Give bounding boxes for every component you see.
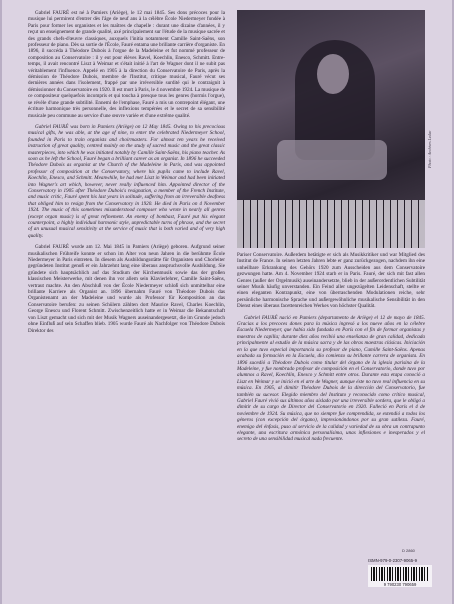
barcode-number: 9 790230 790659: [383, 582, 417, 587]
photo-hands: [277, 140, 387, 180]
composer-photo: [237, 10, 425, 248]
biography-english: Gabriel FAURÉ was born in Pamiers (Ariège) on 12 May 1845. Owing to his precocious musical gifts, he was able, at the age of nine, to enter the celebrated Niedermeyer School, founded in Paris to train organists and choirmasters. For almost ten years he received instruction of great quality, centred mainly on the study of sacred music and the great classic masterpieces, into which he was initiated notably by Camille Saint-Saëns, his piano teacher. As soon as he left the School, Fauré began a brilliant career as an organist. In 1896 he succeeded Théodore Dubois as organist at the Church of the Madeleine in Paris, and was appointed professor of composition at the Conservatory, where his pupils came to include Ravel, Koechlin, Enesco, and Schmitt. Meanwhile, he had met Liszt in Weimar and had been initiated into Wagner's art which, however, never really influenced him. Appointed director of the Conservatory in 1905 after Théodore Dubois's resignation, a member of the French Institute, and music critic, Fauré spent his last years in solitude, suffering from an irreversible deafness that obliged him to resign from the Conservatory in 1920. He died in Paris on 4 November 1924. The music of this sometimes misunderstood composer who wrote in nearly all genres (except organ music) is of great refinement. An enemy of bombast, Fauré put his elegant counterpoint, a highly individual harmonic style, unpredictable turns of phrase, and the secret of an unusual musical sensitivity at the service of music that is both varied and of very high quality.: [28, 123, 225, 239]
biography-spanish: Gabriel FAURÉ nació en Pamiers (departamento de Ariège) el 12 de mayo de 1845. Gracias a los precoces dones para la música ingresó a los nueve años en la célebre Escuela Niedermeyer, que había sido fundada en París con el fin de formar organistas y maestros de capilla; durante diez años recibió una enseñanza de gran calidad, dedicada principalmente al estudio de la música sacra y de las obras maestras clásicas. Iniciación en la que tuvo especial importancia su profesor de piano, Camille Saint-Saëns. Apenas acabada su formación en la Escuela, dio comienzo su brillante carrera de organista. En 1896 sucedió a Théodore Dubois como titular del órgano de la iglesia parisina de la Madeleine, y fue nombrado profesor de composición en el Conservatorio, donde tuvo por alumnos a Ravel, Koechlin, Enesco y Schmitt entre otros. Durante esta etapa conoció a Liszt en Weimar y se inició en el arte de Wagner, aunque éste no tuvo real influencia en su música. En 1905, al dimitir Théodore Dubois de la dirección del Conservatorio, fue también su sucesor. Elegido miembro del Instituto y reconocido como crítico musical, Gabriel Fauré vivió sus últimos años aislado por una irreversible sordera, que le obligó a dimitir de su cargo de Director del Conservatorio en 1920. Falleció en París el 4 de noviembre de 1924. Su música, que no siempre fue comprendida, se extendió a todos los géneros (con excepción del órgano), impresionándonos por su gran sutileza. Fauré, enemigo del énfasis, puso al servicio de la calidad y variedad de su obra un contrapunto elegante, una escritura armónica personalísima, unas inflexiones e inesperados y el secreto de una sensibilidad musical nada frecuente.: [237, 314, 425, 443]
photo-credit: Photo : Archives Leduc: [427, 130, 432, 168]
photo-piano-keys: [237, 200, 425, 248]
biography-german: Gabriel FAURÉ wurde am 12. Mai 1845 in Pamiers (Ariège) geboren. Aufgrund seiner musikalischen Frühreife konnte er schon im Alter von neun Jahren in die berühmte École Niedermeyer in Paris eintreten. In diesem als Ausbildungsstätte für Organisten und Chorleiter gegründeten Institut genoß er ein Jahrzehnt lang eine überaus anspruchsvolle Ausbildung. Sie gründete sich hauptsächlich auf das Studium der Kirchenmusik sowie das der großen klassischen Meisterwerke, mit denen ihn vor allem sein Klavierlehrer, Camille Saint-Saëns, vertraut machte. An den Abschluß von der École Niedermeyer schloß sich unmittelbar eine brillante Karriere als Organist an. 1896 übernahm Fauré von Théodore Dubois das Organistenamt an der Madeleine und wurde als Professor für Komposition an das Conservatoire berufen: zu seinen Schülern zählten dort Maurice Ravel, Charles Koechlin, George Enescu und Florent Schmitt. Zwischenzeitlich hatte er in Weimar die Bekanntschaft von Liszt gemacht und sich mit der Musik Wagners auseinandergesetzt, die im Grunde jedoch ohne Einfluß auf sein Schaffen blieb. 1905 wurde Fauré als Nachfolger von Théodore Dubois Direktor des: [28, 244, 225, 334]
right-text-column: [237, 252, 425, 448]
barcode-bars: [371, 567, 429, 581]
barcode: [368, 565, 432, 587]
ismn-label: ISMN-979-0-2307-9065-9: [368, 558, 417, 563]
left-text-column: [28, 10, 225, 339]
catalog-code: D 2860: [402, 548, 415, 553]
biography-german-continued: Pariser Conservatoire. Außerdem betätigte er sich als Musikkritiker und war Mitglied des Institut de France. In seinen letzten Jahren lebte er ganz zurückgezogen, nachdem ihn eine unheilbare Erkrankung des Gehörs 1920 zum Ausscheiden aus dem Conservatoire gezwungen hatte. Am 4. November 1924 starb er in Paris. Fauré, der sich mit fast allen Genres (außer der Orgelmusik) auseinandersetzte, blieb in der außerordentlichen Subtilität seiner Musik häufig unverstanden. Ein Feind aller ungezügelten Leidenschaft, stellte er einen eleganten Kontrapunkt, eine von überraschenden Modulationen reiche, sehr persönliche harmonische Sprache und außergewöhnliche musikalische Sensibilität in den Dienst eines überaus facettenreichen Werkes von höchster Qualität.: [237, 252, 425, 310]
biography-french: Gabriel FAURÉ est né à Pamiers (Ariège), le 12 mai 1845. Ses dons précoces pour la musique lui permirent d'entrer dès l'âge de neuf ans à la célèbre École Niedermeyer fondée à Paris pour former les organistes et les maîtres de chapelle : durant une dizaine d'années, il y reçut un enseignement de grande qualité, axé principalement sur l'étude de la musique sacrée et des grands chefs-d'œuvre classiques, auxquels l'initia notamment Camille Saint-Saëns, son professeur de piano. Dès sa sortie de l'École, Fauré entama une brillante carrière d'organiste. En 1896, il succéda à Théodore Dubois à l'orgue de la Madeleine et fut nommé professeur de composition au Conservatoire : il y eut pour élèves Ravel, Koechlin, Enesco, Schmitt. Entre-temps, il avait rencontré Liszt à Weimar et s'était initié à l'art de Wagner dont il ne subit pas véritablement l'influence. Appelé en 1905 à la direction du Conservatoire de Paris, après la démission de Théodore Dubois, membre de l'Institut, critique musical, Fauré vécut ses dernières années dans l'isolement, frappé par une irréversible surdité qui le contraignit à démissionner du Conservatoire en 1920. Il est mort à Paris, le 4 novembre 1924. La musique de ce compositeur quelquefois incompris et qui toucha à presque tous les genres (hormis l'orgue), se révèle d'une grande subtilité. Ennemi de l'emphase, Fauré a mis un contrepoint élégant, une écriture harmonique très personnelle, des inflexions tempérées et le secret de sa sensibilité musicale peu commune au service d'une œuvre variée et d'une extrême qualité.: [28, 10, 225, 119]
photo-face: [317, 54, 349, 94]
